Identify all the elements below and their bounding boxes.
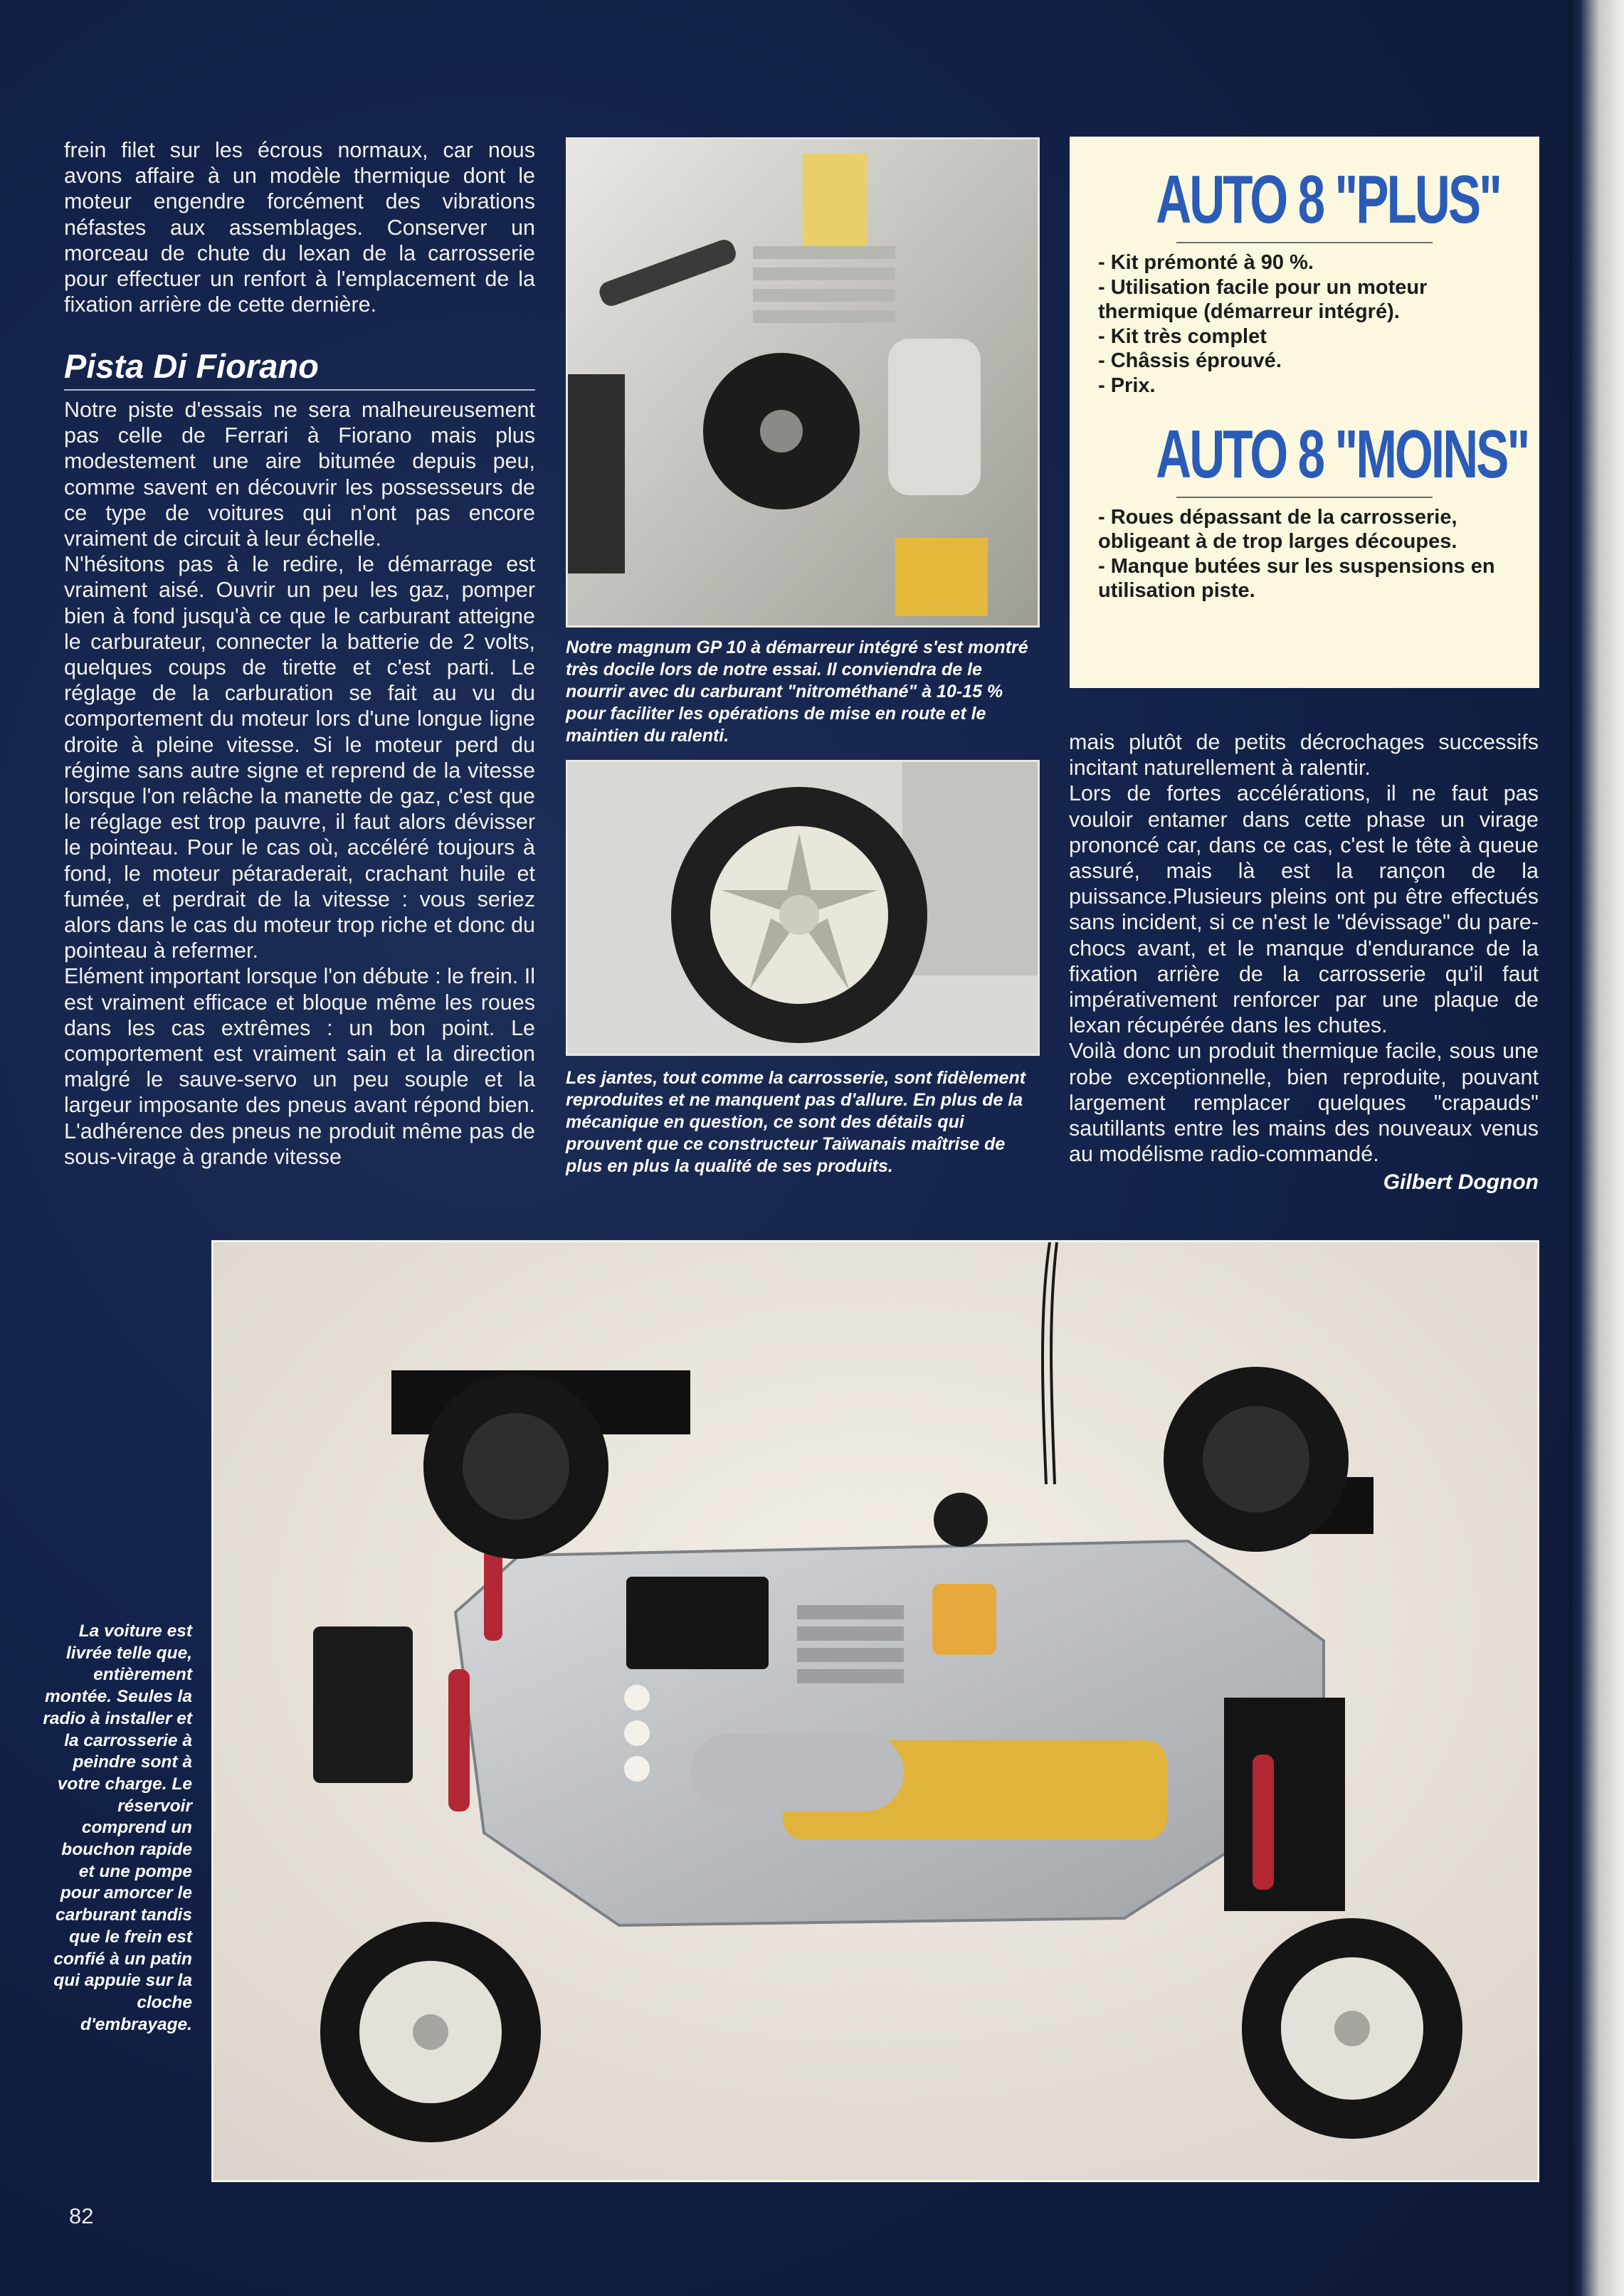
plus-item: - Kit prémonté à 90 %. <box>1098 251 1314 274</box>
engine-photo-caption: Notre magnum GP 10 à démarreur intégré s'est montré très docile lors de notre essai. Il conviendra de le nourrir avec du carburant "nitrométhané" à 10-15 % pour faciliter les opérations de mise en route et le maintien du ralenti. <box>566 638 1028 746</box>
plus-title: AUTO 8 "PLUS" <box>1156 162 1501 238</box>
paragraph: Lors de fortes accélérations, il ne faut pas vouloir entamer dans cette phase un virage prononcé car, dans ce cas, c'est le tête à queue assuré, mais là est la rançon de la puissance.Plusieurs pleins ont pu être effectués sans incident, si ce n'est le "dévissage" du pare-chocs avant, et le manque d'endurance de la fixation arrière de la carrosserie qu'il faut impérativement renforcer par une plaque de lexan récupérée dans les chutes. <box>1069 781 1539 1038</box>
divider <box>1176 497 1433 498</box>
paragraph: mais plutôt de petits décrochages successifs incitant naturellement à ralentir. <box>1069 730 1539 781</box>
chassis-photo <box>211 1240 1539 2182</box>
author-signature: Gilbert Dognon <box>1383 1170 1539 1194</box>
section-heading: Pista Di Fiorano <box>64 346 535 391</box>
minus-item: - Manque butées sur les suspensions en utilisation piste. <box>1098 554 1495 603</box>
article-column-3 <box>1069 729 1539 1167</box>
pros-cons-box <box>1070 137 1539 688</box>
paragraph: Voilà donc un produit thermique facile, sous une robe exceptionnelle, bien reproduite, pouvant largement remplacer quelques "crapauds" sautillants entre les mains des nouveaux venus au modélisme radio-commandé. <box>1069 1039 1539 1167</box>
intro-text: frein filet sur les écrous normaux, car nous avons affaire à un modèle thermique dont le moteur engendre forcément des vibrations néfastes aux assemblages. Conserver un morceau de chute du lexan de la carrosserie pour effectuer un renfort à l'emplacement de la fixation arrière de cette dernière. <box>64 138 535 317</box>
paragraph: N'hésitons pas à le redire, le démarrage est vraiment aisé. Ouvrir un peu les gaz, pomper bien à fond jusqu'à ce que le carburant atteigne le carburateur, connecter la batterie de 2 volts, quelques coups de tirette et c'est parti. Le réglage de la carburation se fait au vu du comportement du moteur lors d'une longue ligne droite à pleine vitesse. Si le moteur perd du régime sans autre signe et reprend de la vitesse lorsque l'on relâche la manette de gaz, c'est que le réglage est trop pauvre, il faut alors dévisser le pointeau. Pour le cas où, accéléré toujours à fond, le moteur pétaraderait, crachant huile et fumée, et perdrait de la vitesse : vous seriez alors dans le cas du moteur trop riche et donc du pointeau à refermer. <box>64 552 535 963</box>
page-number: 82 <box>69 2204 94 2228</box>
plus-list <box>1098 250 1511 398</box>
chassis-illustration <box>213 1242 1537 2180</box>
engine-photo <box>566 137 1040 628</box>
plus-item: - Kit très complet <box>1098 324 1267 348</box>
minus-item: - Roues dépassant de la carrosserie, obligeant à de trop larges découpes. <box>1098 505 1457 554</box>
wheel-photo <box>566 760 1040 1056</box>
intro-paragraph <box>64 137 535 317</box>
plus-item: - Prix. <box>1098 374 1156 397</box>
engine-illustration <box>568 139 1038 625</box>
divider <box>1176 242 1433 243</box>
wheel-photo-caption: Les jantes, tout comme la carrosserie, sont fidèlement reproduites et ne manquent pas d'allure. En plus de la mécanique en question, ce sont des détails qui prouvent que ce constructeur Taïwanais maîtrise de plus en plus la qualité de ses produits. <box>566 1068 1026 1176</box>
chassis-photo-caption: La voiture est livrée telle que, entièrement montée. Seules la radio à installer et la carrosserie à peindre sont à votre charge. Le réservoir comprend un bouchon rapide et une pompe pour amorcer le carburant tandis que le frein est confié à un patin qui appuie sur la cloche d'embrayage. <box>43 1622 192 2034</box>
paragraph: Elément important lorsque l'on débute : le frein. Il est vraiment efficace et bloque même les roues dans les cas extrêmes : un bon point. Le comportement est vraiment sain et la direction malgré le sauve-servo un peu souple et la largeur imposante des pneus avant répond bien. L'adhérence des pneus ne produit même pas de sous-virage à grande vitesse <box>64 964 535 1169</box>
plus-item: - Utilisation facile pour un moteur thermique (démarreur intégré). <box>1098 275 1428 324</box>
paragraph: Notre piste d'essais ne sera malheureusement pas celle de Ferrari à Fiorano mais plus modestement une aire bitumée depuis peu, comme savent en découvrir les possesseurs de ce type de voitures qui n'ont pas encore vraiment de circuit à leur échelle. <box>64 398 535 551</box>
minus-title: AUTO 8 "MOINS" <box>1156 416 1529 492</box>
plus-item: - Châssis éprouvé. <box>1098 349 1282 373</box>
page-binding-edge <box>1569 0 1624 2296</box>
wheel-illustration <box>568 762 1038 1054</box>
article-column-1 <box>64 397 535 1170</box>
minus-list <box>1098 505 1511 603</box>
